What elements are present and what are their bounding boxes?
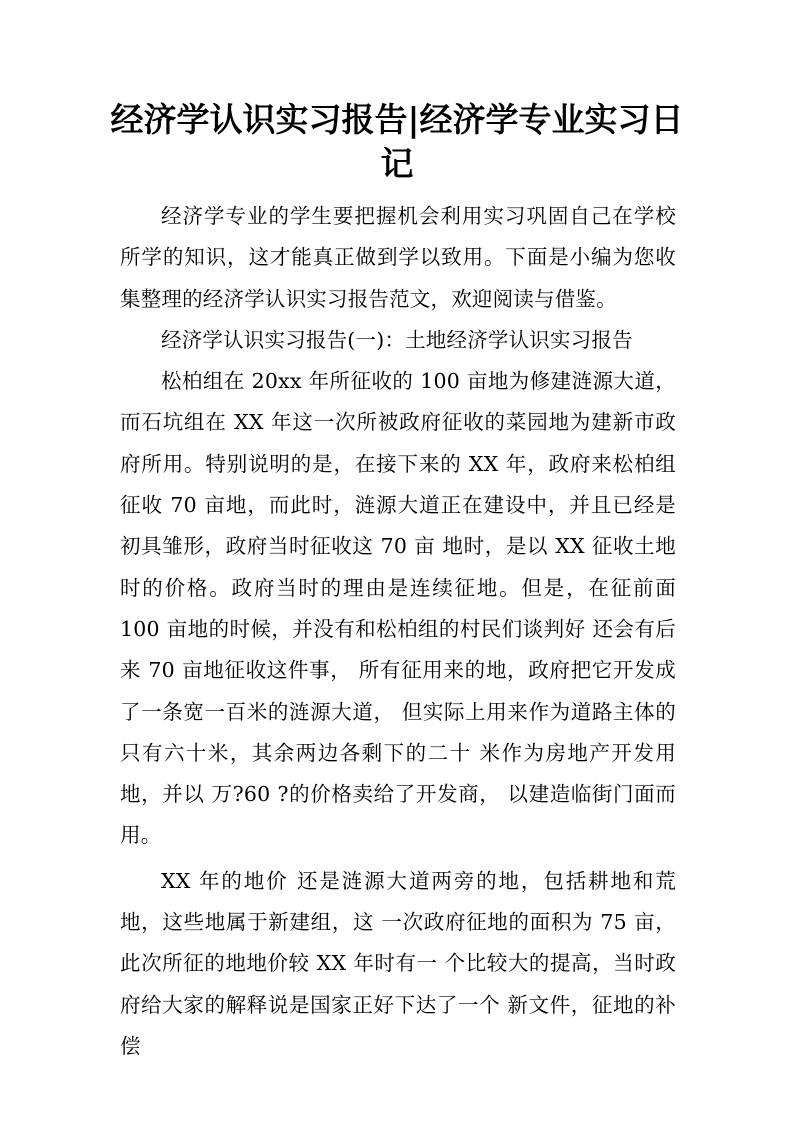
- section-heading: 经济学认识实习报告(一)：土地经济学认识实习报告: [161, 327, 633, 352]
- document-title: 经济学认识实习报告|经济学专业实习日记: [110, 100, 684, 183]
- body-paragraph: 松柏组在 20xx 年所征收的 100 亩地为修建涟源大道，而石坑组在 XX 年这一次所被政府征收的菜园地为建新市政府所用。特别说明的是，在接下来的 XX 年，政府来松柏组征收 70 亩地，而此时，涟源大道正在建设中，并且已经是初具雏形，政府当时征收这 70 亩 地时，是以 XX 征收土地时的价格。政府当时的理由是连续征地。但是，在征前面 100 亩地的时候，并没有和松柏组的村民们谈判好 还会有后来 70 亩地征收这件事， 所有征用来的地，政府把它开发成了一条宽一百米的涟源大道， 但实际上用来作为道路主体的只有六十米，其余两边各剩下的二十 米作为房地产开发用地，并以 万?60 ?的价格卖给了开发商， 以建造临街门面而用。: [120, 369, 676, 848]
- document-body: [120, 196, 676, 1067]
- intro-paragraph: 经济学专业的学生要把握机会利用实习巩固自己在学校所学的知识，这才能真正做到学以致用。下面是小编为您收集整理的经济学认识实习报告范文，欢迎阅读与借鉴。: [120, 204, 676, 311]
- body-paragraph: XX 年的地价 还是涟源大道两旁的地，包括耕地和荒地，这些地属于新建组，这 一次政府征地的面积为 75 亩，此次所征的地地价较 XX 年时有一 个比较大的提高，当时政府给大家的解释说是国家正好下达了一个 新文件，征地的补偿: [120, 868, 676, 1058]
